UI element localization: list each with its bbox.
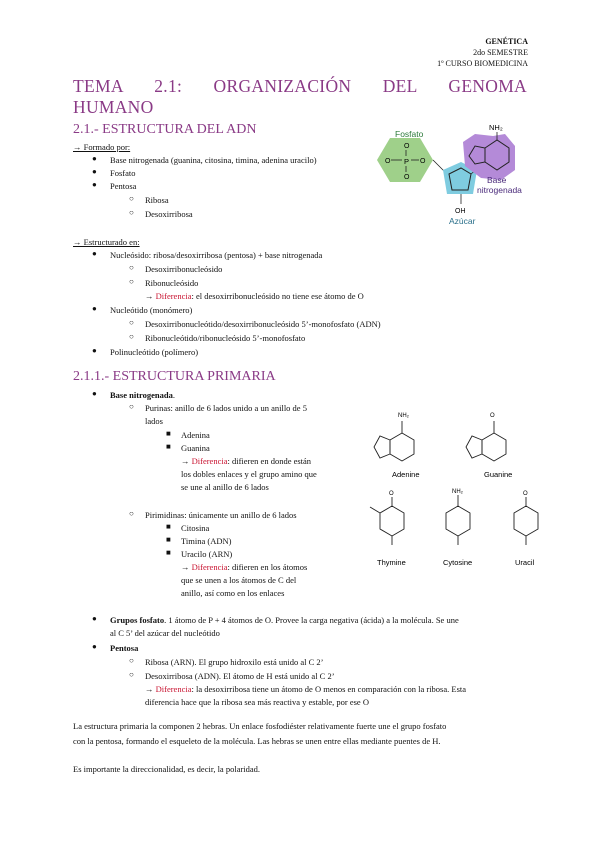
grupos-label: Grupos fosfato xyxy=(110,615,165,625)
atom-label: O xyxy=(385,158,391,165)
page-title: TEMA 2.1: ORGANIZACIÓN DEL GENOMA xyxy=(73,76,527,96)
header-semester: 2do SEMESTRE xyxy=(473,48,528,57)
atom-label: O xyxy=(523,491,528,497)
list-item: Fosfato xyxy=(110,168,136,178)
difference-text-cont: que se unen a los átomos de C del xyxy=(181,575,297,585)
square-bullet-icon: ■ xyxy=(166,429,171,438)
difference-text: : el desoxirribonucleósido no tiene ese átomo de O xyxy=(191,291,364,301)
difference-text-cont: anillo, así como en los enlaces xyxy=(181,588,285,598)
guanine-label: Guanine xyxy=(484,470,513,479)
paragraph-line: con la pentosa, formando el esqueleto de la molécula. Las hebras se unen entre ellas mediante puentes de H. xyxy=(73,736,441,746)
difference-label: Diferencia xyxy=(191,456,228,466)
atom-label: O xyxy=(490,413,495,419)
atom-label: P xyxy=(404,157,410,166)
sub-list-item: Pirimidinas: únicamente un anillo de 6 lados xyxy=(145,510,297,520)
section-heading-primaria: 2.1.1.- ESTRUCTURA PRIMARIA xyxy=(73,369,276,384)
sub-sub-item: Guanina xyxy=(181,443,210,453)
paragraph-line: Es importante la direccionalidad, es decir, la polaridad. xyxy=(73,764,261,774)
sub-list-item: Desoxirribosa (ADN). El átomo de H está unido al C 2’ xyxy=(145,671,335,681)
list-item xyxy=(110,614,459,626)
square-bullet-icon: ■ xyxy=(166,522,171,531)
bullet-icon: ● xyxy=(92,249,97,258)
atom-label: O xyxy=(389,491,394,497)
pentosa-difference: → Diferencia: la desoxirribosa tiene un átomo de O menos en comparación con la ribosa. Esta xyxy=(145,684,467,694)
atom-label: NH₂ xyxy=(398,413,409,419)
circle-bullet-icon: ○ xyxy=(129,277,134,286)
list-item xyxy=(110,642,138,654)
square-bullet-icon: ■ xyxy=(166,442,171,451)
difference-text: : la desoxirribosa tiene un átomo de O menos en comparación con la ribosa. Esta xyxy=(191,684,467,694)
list-item: Polinucleótido (polímero) xyxy=(110,347,199,357)
sub-sub-item: Uracilo (ARN) xyxy=(181,549,233,559)
list-item: Base nitrogenada. xyxy=(110,390,176,400)
pentosa-label: Pentosa xyxy=(110,643,139,653)
hydroxyl-label: OH xyxy=(455,208,466,215)
nucleotide-diagram xyxy=(365,120,535,230)
sub-list-item: Desoxirribonucleósido xyxy=(145,264,223,274)
page-title-line2: HUMANO xyxy=(73,97,154,117)
circle-bullet-icon: ○ xyxy=(129,332,134,341)
sub-sub-item: Citosina xyxy=(181,523,210,533)
base-label: Base nitrogenada xyxy=(110,390,173,400)
cytosine-label: Cytosine xyxy=(443,558,473,567)
list-item: Base nitrogenada (guanina, citosina, timina, adenina uracilo) xyxy=(110,155,317,165)
estructurado-label: → Estructurado en: xyxy=(73,237,140,247)
sub-list-item: Ribonucleótido/ribonucleósido 5’-monofosfato xyxy=(145,333,306,343)
circle-bullet-icon: ○ xyxy=(129,263,134,272)
list-item: Nucleósido: ribosa/desoxirribosa (pentosa) + base nitrogenada xyxy=(110,250,323,260)
purinas-difference: → Diferencia: difieren en donde están xyxy=(181,456,312,466)
paragraph-line: La estructura primaria la componen 2 hebras. Un enlace fosfodiéster relativamente fuerte une el grupo fosfato xyxy=(73,721,447,731)
purine-structures xyxy=(360,405,540,485)
list-item: Nucleótido (monómero) xyxy=(110,305,193,315)
difference-label: Diferencia xyxy=(191,562,228,572)
circle-bullet-icon: ○ xyxy=(129,402,134,411)
circle-bullet-icon: ○ xyxy=(129,318,134,327)
circle-bullet-icon: ○ xyxy=(129,194,134,203)
circle-bullet-icon: ○ xyxy=(129,208,134,217)
grupos-text: . 1 átomo de P + 4 átomos de O. Provee la carga negativa (ácida) a la molécula. Se une xyxy=(164,615,459,625)
difference-text: : difieren en los átomos xyxy=(227,562,308,572)
sub-list-item-cont: lados xyxy=(145,416,163,426)
list-item: Pentosa xyxy=(110,181,137,191)
sub-list-item: Ribosa xyxy=(145,195,169,205)
header-subject: GENÉTICA xyxy=(485,37,528,46)
difference-text-cont: los dobles enlaces y el grupo amino que xyxy=(181,469,317,479)
difference-text: : difieren en donde están xyxy=(227,456,312,466)
bullet-icon: ● xyxy=(92,389,97,398)
phosphate-label: Fosfato xyxy=(395,129,424,139)
pyrimidine-structures xyxy=(350,485,545,570)
section-heading-adn: 2.1.- ESTRUCTURA DEL ADN xyxy=(73,122,257,137)
amino-label: NH₂ xyxy=(489,123,503,132)
bullet-icon: ● xyxy=(92,180,97,189)
base-label: Base xyxy=(487,175,507,185)
bullet-icon: ● xyxy=(92,642,97,651)
thymine-label: Thymine xyxy=(377,558,406,567)
bullet-icon: ● xyxy=(92,304,97,313)
doc-header xyxy=(437,36,528,69)
square-bullet-icon: ■ xyxy=(166,548,171,557)
difference-text-cont: se une al anillo de 6 lados xyxy=(181,482,269,492)
bullet-icon: ● xyxy=(92,167,97,176)
bullet-icon: ● xyxy=(92,614,97,623)
sub-sub-item: Timina (ADN) xyxy=(181,536,232,546)
adenine-label: Adenine xyxy=(392,470,420,479)
base-label: nitrogenada xyxy=(477,185,522,195)
sub-list-item: Purinas: anillo de 6 lados unido a un anillo de 5 xyxy=(145,403,307,413)
difference-label: Diferencia xyxy=(155,684,192,694)
square-bullet-icon: ■ xyxy=(166,535,171,544)
pirimidinas-difference: → Diferencia: difieren en los átomos xyxy=(181,562,308,572)
circle-bullet-icon: ○ xyxy=(129,509,134,518)
bullet-icon: ● xyxy=(92,154,97,163)
atom-label: O xyxy=(404,143,410,150)
bullet-icon: ● xyxy=(92,346,97,355)
sub-list-item: Desoxirribonucleótido/desoxirribonucleósido 5’-monofosfato (ADN) xyxy=(145,319,381,329)
sub-list-item: Ribosa (ARN). El grupo hidroxilo está unido al C 2’ xyxy=(145,657,324,667)
formado-label: → Formado por: xyxy=(73,142,131,152)
sub-list-item: Desoxirribosa xyxy=(145,209,193,219)
difference-label: Diferencia xyxy=(155,291,192,301)
circle-bullet-icon: ○ xyxy=(129,670,134,679)
nucleosido-difference: → Diferencia: el desoxirribonucleósido no tiene ese átomo de O xyxy=(145,291,364,301)
atom-label: NH₂ xyxy=(452,489,463,495)
sugar-label: Azúcar xyxy=(449,216,476,226)
sub-list-item: Ribonucleósido xyxy=(145,278,199,288)
circle-bullet-icon: ○ xyxy=(129,656,134,665)
list-item-cont: al C 5’ del azúcar del nucleótido xyxy=(110,628,220,638)
atom-label: O xyxy=(404,174,410,181)
difference-text-cont: diferencia hace que la ribosa sea más reactiva y estable, por ese O xyxy=(145,697,369,707)
sub-sub-item: Adenina xyxy=(181,430,210,440)
header-course: 1º CURSO BIOMEDICINA xyxy=(437,59,528,68)
uracil-label: Uracil xyxy=(515,558,535,567)
atom-label: O xyxy=(420,158,426,165)
